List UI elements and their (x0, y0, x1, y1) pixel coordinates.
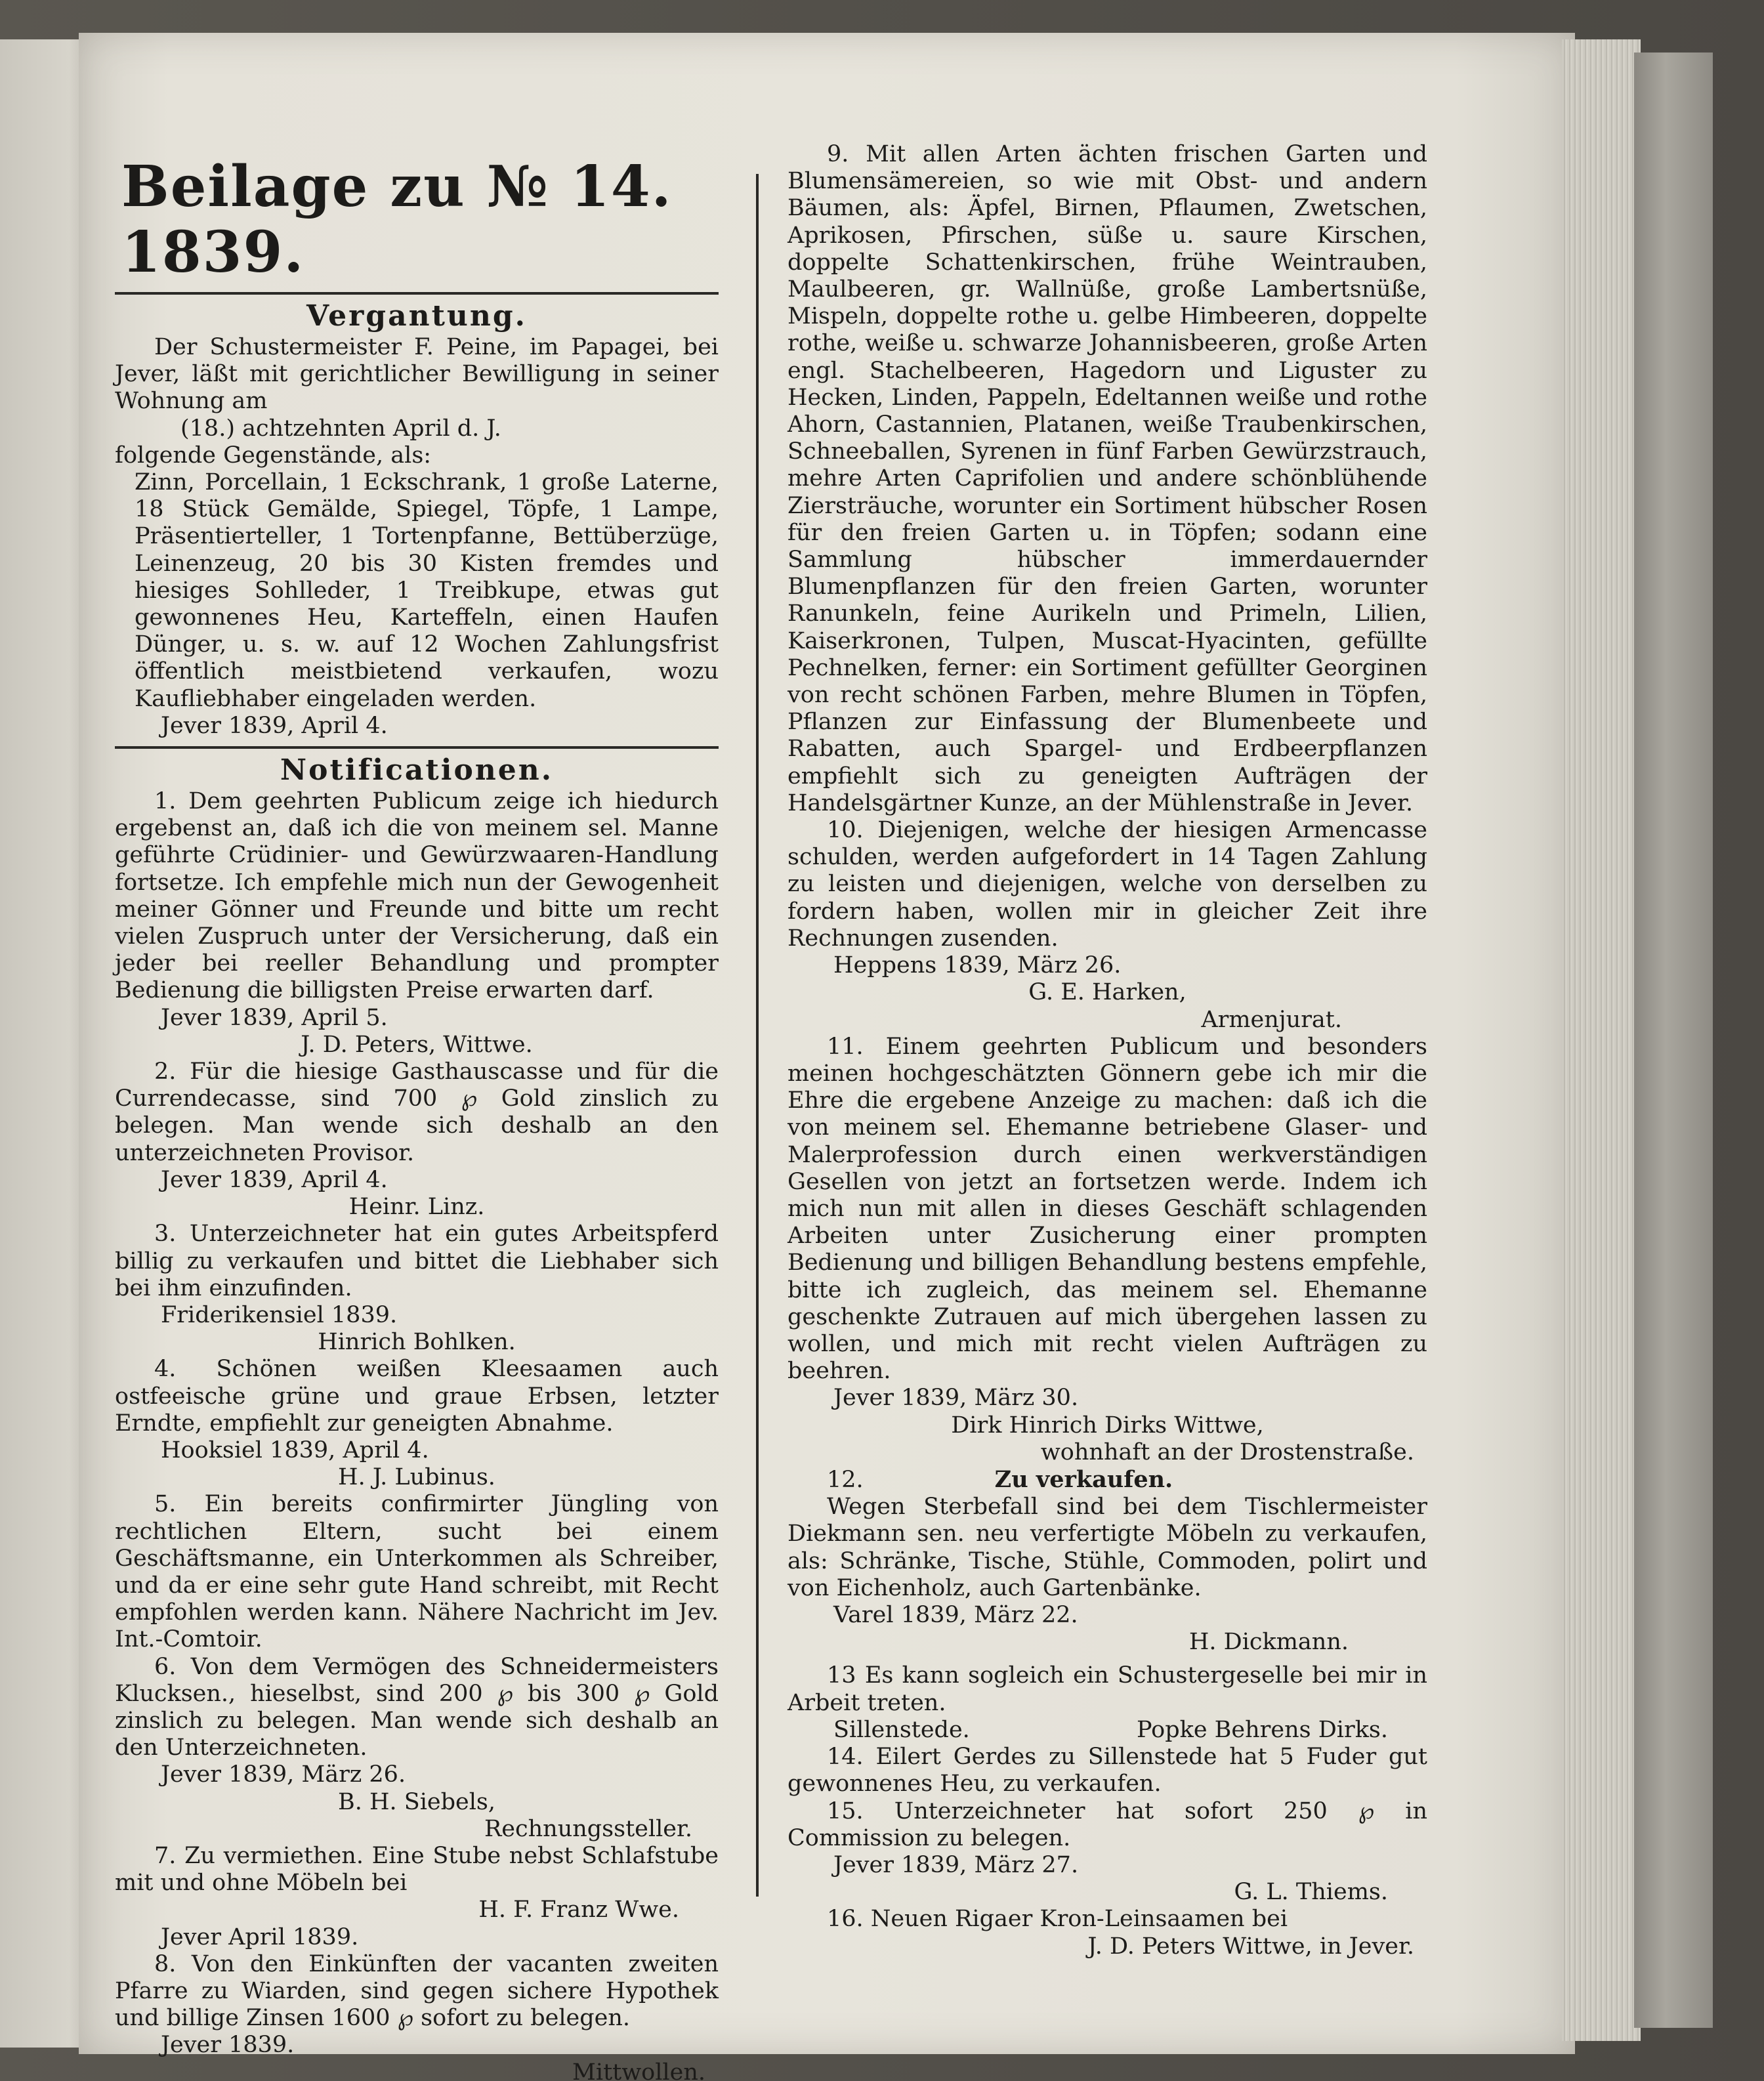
notice-signature: J. D. Peters, Wittwe. (301, 1031, 533, 1058)
notice-signature: H. F. Franz Wwe. (478, 1897, 679, 1923)
notice-text: 6. Von dem Vermögen des Schneidermeisters Klucksen., hieselbst, sind 200 ℘ bis 300 ℘ Gold zinslich zu belegen. Man wende sich deshalb an den Unterzeichneten. (115, 1653, 719, 1761)
notice-date: Jever 1839, April 5. (161, 1004, 388, 1031)
notice-signature-title: Rechnungssteller. (484, 1815, 692, 1842)
notice-item (788, 1466, 1427, 1656)
page-content (115, 141, 1434, 2081)
notice-date: Jever April 1839. (161, 1923, 359, 1950)
notice-date: Jever 1839, März 26. (161, 1761, 406, 1788)
notice-text: 15. Unterzeichneter hat sofort 250 ℘ in Commission zu belegen. (788, 1797, 1427, 1851)
book-cover (1634, 53, 1713, 2028)
page-edges (1562, 39, 1641, 2041)
notice-signature: J. D. Peters Wittwe, in Jever. (1087, 1933, 1414, 1960)
notice-head: Zu verkaufen. (994, 1465, 1173, 1493)
notice-signature-address: wohnhaft an der Drostenstraße. (1040, 1439, 1414, 1465)
notice-text: 2. Für die hiesige Gasthauscasse und für die Currendecasse, sind 700 ℘ Gold zinslich zu belegen. Man wende sich deshalb an den unterzeichneten Provisor. (115, 1059, 719, 1166)
page-title: Beilage zu № 14. 1839. (121, 154, 673, 285)
notice-date: Jever 1839, März 30. (833, 1385, 1079, 1412)
notice-date: Jever 1839, März 27. (833, 1852, 1079, 1878)
section-heading-vergantung: Vergantung. (306, 299, 527, 333)
notice-text: 11. Einem geehrten Publicum und besonders meinen hochgeschätzten Gönnern gebe ich mir die Ehre die ergebene Anzeige zu machen: daß ich die von meinem sel. Ehemanne betriebene Glaser- und Malerprofession durch einen werkverständigen Gesellen von jetzt an fortsetzen werde. Indem ich mich nun mit allen in dieses Geschäft schlagenden Arbeiten unter Zusicherung einer prompten Bedienung und billigen Behandlung bestens empfehle, bitte ich zugleich, das meinem sel. Ehemanne geschenkte Zutrauen auf mich übergehen lassen zu wollen, und mich mit recht vielen Aufträgen zu beehren. (788, 1033, 1427, 1385)
section-heading-notificationen: Notificationen. (280, 753, 554, 788)
section-rule (115, 746, 719, 749)
notice-number: 12. (827, 1466, 864, 1493)
notice-signature: H. Dickmann. (1188, 1629, 1349, 1656)
notice-signature: B. H. Siebels, (337, 1788, 496, 1815)
notice-item (788, 1744, 1427, 1797)
notice-signature: G. L. Thiems. (1234, 1879, 1388, 1906)
vergantung-date-line: (18.) achtzehnten April d. J. (180, 415, 501, 442)
notice-text: 5. Ein bereits confirmirter Jüngling von rechtlichen Eltern, sucht bei einem Geschäftsmanne, ein Unterkommen als Schreiber, und da er eine sehr gute Hand schreibt, mit Recht empfohlen werden kann. Nähere Nachricht im Jev. Int.-Comtoir. (115, 1491, 719, 1653)
notice-date: Heppens 1839, März 26. (833, 952, 1122, 979)
notice-item (115, 788, 719, 1059)
notice-item (788, 141, 1427, 817)
notice-item (115, 1951, 719, 2081)
notice-item (788, 1662, 1427, 1744)
notice-text: 7. Zu vermiethen. Eine Stube nebst Schlafstube mit und ohne Möbeln bei (115, 1842, 719, 1897)
notice-signature: Mittwollen. (572, 2059, 705, 2081)
notice-date: Jever 1839, April 4. (161, 1166, 388, 1193)
notice-signature: Popke Behrens Dirks. (1137, 1716, 1388, 1743)
notice-item (788, 817, 1427, 1034)
notice-signature: Hinrich Bohlken. (318, 1329, 516, 1356)
vergantung-objects: Zinn, Porcellain, 1 Eckschrank, 1 große Laterne, 18 Stück Gemälde, Spiegel, Töpfe, 1 Lampe, Präsentierteller, 1 Tortenpfanne, Bettüberzüge, Leinenzeug, 20 bis 30 Kisten fremdes und hiesiges Sohlleder, 1 Treibkupe, etwas gut gewonnenes Heu, Karteffeln, einen Haufen Dünger, u. s. w. auf 12 Wochen Zahlungsfrist öffentlich meistbietend verkaufen, wozu Kaufliebhaber eingeladen werden. (135, 469, 719, 712)
notice-text: 8. Von den Einkünften der vacanten zweiten Pfarre zu Wiarden, sind gegen sichere Hypothek und billige Zinsen 1600 ℘ sofort zu belegen. (115, 1950, 719, 2032)
title-rule (115, 292, 719, 295)
vergantung-objects-intro: folgende Gegenstände, als: (115, 442, 432, 469)
notice-signature: G. E. Harken, (1028, 979, 1186, 1006)
notice-item (115, 1491, 719, 1653)
notice-date: Varel 1839, März 22. (833, 1601, 1078, 1628)
notice-date: Friderikensiel 1839. (161, 1301, 398, 1328)
notice-signature: H. J. Lubinus. (338, 1464, 495, 1491)
left-column (115, 141, 719, 2081)
vergantung-intro: Der Schustermeister F. Peine, im Papagei, bei Jever, läßt mit gerichtlicher Bewilligung in seiner Wohnung am (115, 334, 719, 415)
notice-date: Sillenstede. (833, 1716, 970, 1743)
notice-text: Wegen Sterbefall sind bei dem Tischlermeister Diekmann sen. neu verfertigte Möbeln zu verkaufen, als: Schränke, Tische, Stühle, Commoden, polirt und von Eichenholz, auch Gartenbänke. (788, 1494, 1427, 1601)
notice-item (788, 1034, 1427, 1466)
notice-text: 1. Dem geehrten Publicum zeige ich hiedurch ergebenst an, daß ich die von meinem sel. Manne geführte Crüdinier- und Gewürzwaaren-Handlung fortsetze. Ich empfehle mich nun der Gewogenheit meiner Gönner und Freunde und bitte um recht vielen Zuspruch unter der Versicherung, daß ein jeder bei reeller Behandlung und prompter Bedienung die billigsten Preise erwarten darf. (115, 788, 719, 1004)
notice-item (115, 1059, 719, 1221)
notice-item (115, 1356, 719, 1491)
notice-text: 16. Neuen Rigaer Kron-Leinsaamen bei (827, 1906, 1288, 1933)
notice-text: 3. Unterzeichneter hat ein gutes Arbeitspferd billig zu verkaufen und bittet die Liebhaber sich bei ihm einzufinden. (115, 1221, 719, 1301)
notice-text: 4. Schönen weißen Kleesaamen auch ostfeeische grüne und graue Erbsen, letzter Erndte, empfiehlt zur geneigten Abnahme. (115, 1356, 719, 1437)
notice-item (788, 1798, 1427, 1906)
notice-date: Hooksiel 1839, April 4. (161, 1437, 429, 1463)
notice-item (115, 1221, 719, 1356)
notice-text: 10. Diejenigen, welche der hiesigen Armencasse schulden, werden aufgefordert in 14 Tagen Zahlung zu leisten und diejenigen, welche von derselben zu fordern haben, wollen mir in gleicher Zeit ihre Rechnungen zusenden. (788, 817, 1427, 952)
notice-signature: Heinr. Linz. (348, 1194, 485, 1221)
notice-signature-title: Armenjurat. (1201, 1006, 1342, 1033)
notice-item (115, 1843, 719, 1951)
notice-item (788, 1906, 1427, 1960)
notice-signature: Dirk Hinrich Dirks Wittwe, (951, 1412, 1264, 1439)
notice-headline (788, 1466, 1427, 1494)
right-column (788, 141, 1427, 1960)
notice-date: Jever 1839. (161, 2032, 295, 2059)
notice-item (115, 1654, 719, 1843)
notice-text: 9. Mit allen Arten ächten frischen Garten und Blumensämereien, so wie mit Obst- und andern Bäumen, als: Äpfel, Birnen, Pflaumen, Zwetschen, Aprikosen, Pfirschen, süße u. saure Kirschen, doppelte Schattenkirschen, frühe Weintrauben, Maulbeeren, gr. Wallnüße, große Lambertsnüße, Mispeln, doppelte rothe u. gelbe Himbeeren, doppelte rothe, weiße u. schwarze Johannisbeeren, große Arten engl. Stachelbeeren, Hagedorn und Liguster zu Hecken, Linden, Pappeln, Edeltannen weiße und rothe Ahorn, Castannien, Platanen, weiße Traubenkirschen, Schneeballen, Syrenen in fünf Farben Gewürzstrauch, mehre Arten Caprifolien und andere schönblühende Ziersträuche, worunter ein Sortiment hübscher Rosen für den freien Garten u. in Töpfen; sodann eine Sammlung hübscher immerdauernder Blumenpflanzen für den freien Garten, worunter Ranunkeln, feine Aurikeln und Primeln, Lilien, Kaiserkronen, Tulpen, Muscat-Hyacinten, gefüllte Pechnelken, ferner: ein Sortiment gefüllter Georginen von recht schönen Farben, mehre Blumen in Töpfen, Pflanzen zur Einfassung der Blumenbeete und Rabatten, auch Spargel- und Erdbeerpflanzen empfiehlt sich zu geneigten Aufträgen der Handelsgärtner Kunze, an der Mühlenstraße in Jever. (788, 141, 1427, 816)
vergantung-place-date: Jever 1839, April 4. (161, 712, 388, 739)
column-divider (756, 174, 759, 1897)
notice-text: 13 Es kann sogleich ein Schustergeselle bei mir in Arbeit treten. (788, 1662, 1427, 1716)
notice-text: 14. Eilert Gerdes zu Sillenstede hat 5 Fuder gut gewonnenes Heu, zu verkaufen. (788, 1744, 1427, 1797)
